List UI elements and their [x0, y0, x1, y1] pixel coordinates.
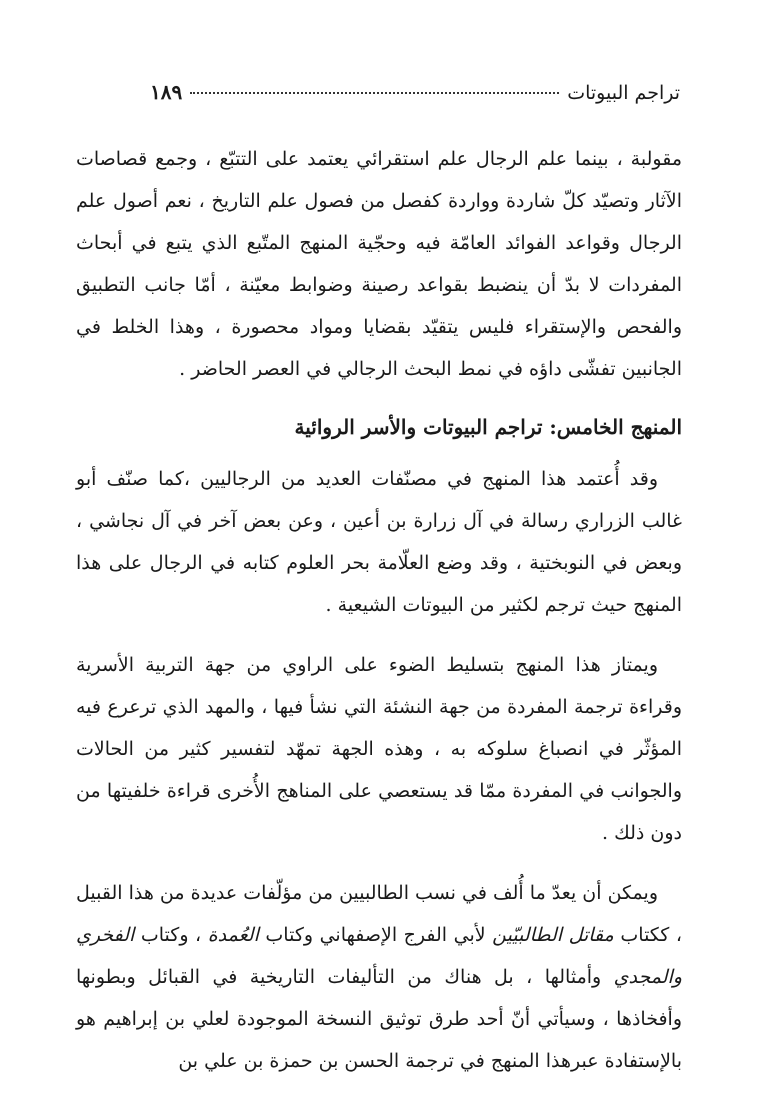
book-title: مقاتل الطالبيّين [492, 924, 614, 946]
book-title: الفخري والمجدي [76, 924, 682, 988]
header-title: تراجم البيوتات [567, 82, 680, 104]
section-heading: المنهج الخامس: تراجم البيوتات والأسر الروائية [294, 415, 682, 439]
paragraph-text-segment: لأبي الفرج الإصفهاني وكتاب [265, 924, 486, 946]
body-text [76, 138, 682, 1082]
paragraph-text-segment: ويمكن أن يعدّ ما أُلف في نسب الطالبيين من مؤلّفات عديدة من هذا القبيل ، ككتاب [76, 882, 683, 946]
section-paragraph: وقد أُعتمد هذا المنهج في مصنّفات العديد من الرجاليين ،كما صنّف أبو غالب الزراري رسالة في آل زرارة بن أعين ، وعن بعض آخر في آل نجاشي ، وبعض في النوبختية ، وقد وضع العلّامة بحر العلوم كتابه في الرجال على هذا المنهج حيث ترجم لكثير من البيوتات الشيعية . [76, 468, 682, 616]
header-dot-leader [190, 92, 559, 94]
section-paragraph: ويمتاز هذا المنهج بتسليط الضوء على الراوي من جهة التربية الأسرية وقراءة ترجمة المفردة من جهة النشئة التي نشأ فيها ، والمهد الذي ترعرع فيه المؤثّر في انصباغ سلوكه به ، وهذه الجهة تمهّد لتفسير كثير من الحالات والجوانب في المفردة ممّا قد يستعصي على المناهج الأُخرى قراءة خلفيتها من دون ذلك . [76, 654, 682, 844]
paragraph-text-segment: وأمثالها ، بل هناك من التأليفات التاريخية في القبائل وبطونها وأفخاذها ، وسيأتي أنّ أحد طرق توثيق النسخة الموجودة لعلي بن إبراهيم هو بالإستفادة عبرهذا المنهج في ترجمة الحسن بن حمزة بن علي بن [76, 966, 682, 1072]
book-title: العُمدة [207, 924, 259, 946]
page-number: ١٨٩ [150, 80, 183, 104]
paragraph-text-segment: ، وكتاب [140, 924, 202, 946]
section-paragraph-last [76, 872, 682, 1082]
running-header [150, 80, 680, 114]
paragraph-continued: مقولبة ، بينما علم الرجال علم استقرائي يعتمد على التتبّع ، وجمع قصاصات الآثار وتصيّد كلّ شاردة وواردة كفصل من فصول علم التاريخ ، نعم أصول علم الرجال وقواعد الفوائد العامّة فيه وحجّية المنهج المتّبع الذي يتبع في أبحاث المفردات لا بدّ أن ينضبط بقواعد رصينة وضوابط معيّنة ، أمّا جانب التطبيق والفحص والإستقراء فليس يتقيّد بقضايا ومواد محصورة ، وهذا الخلط في الجانبين تفشّى داؤه في نمط البحث الرجالي في العصر الحاضر . [76, 148, 682, 380]
